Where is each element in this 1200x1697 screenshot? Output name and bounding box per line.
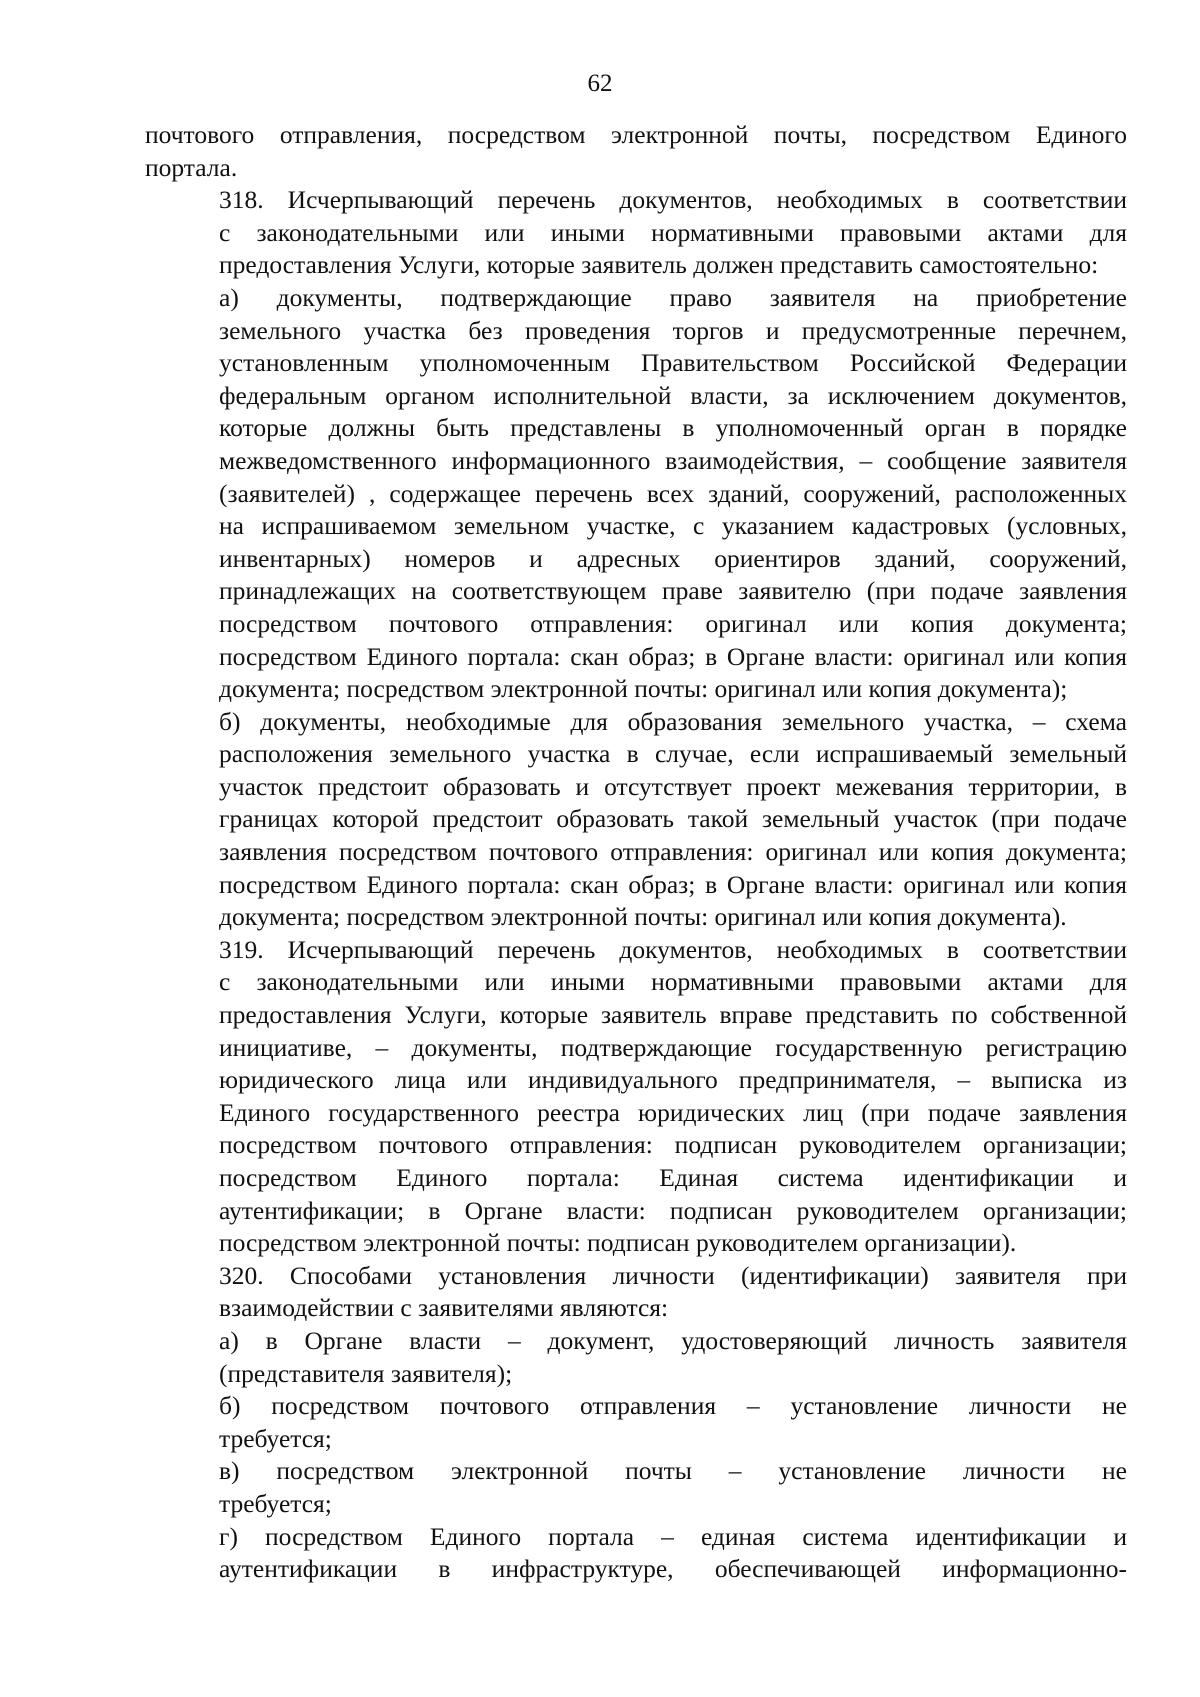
text-line: посредством Единого портала: скан образ; в Органе власти: оригинал или копия <box>219 641 1127 671</box>
text-line: 319. Исчерпывающий перечень документов, необходимых в соответствии <box>219 934 1127 964</box>
text-line: 320. Способами установления личности (идентификации) заявителя при <box>219 1260 1127 1290</box>
text-line: б) документы, необходимые для образования земельного участка, – схема <box>219 706 1127 736</box>
text-line: (представителя заявителя); <box>219 1358 513 1388</box>
text-line: почтового отправления, посредством электронной почты, посредством Единого <box>145 120 1127 149</box>
text-line: аутентификации; в Органе власти: подписан руководителем организации; <box>219 1195 1127 1225</box>
text-line: которые должны быть представлены в уполномоченный орган в порядке <box>219 413 1127 443</box>
text-line: документа; посредством электронной почты: оригинал или копия документа). <box>219 902 1067 932</box>
text-line: портала. <box>145 152 238 182</box>
text-line: границах которой предстоит образовать такой земельный участок (при подаче <box>219 804 1127 834</box>
paragraph <box>145 1325 1127 1390</box>
text-line: 318. Исчерпывающий перечень документов, необходимых в соответствии <box>219 185 1127 215</box>
text-line: инициативе, – документы, подтверждающие государственную регистрацию <box>219 1032 1127 1062</box>
text-line: принадлежащих на соответствующем праве заявителю (при подаче заявления <box>219 576 1127 606</box>
text-line: аутентификации в инфраструктуре, обеспечивающей информационно- <box>219 1554 1127 1584</box>
paragraph <box>145 934 1127 1260</box>
text-line: посредством Единого портала: Единая система идентификации и <box>219 1163 1127 1192</box>
text-line: г) посредством Единого портала – единая система идентификации и <box>219 1521 1127 1551</box>
text-line: межведомственного информационного взаимодействия, – сообщение заявителя <box>219 445 1127 475</box>
paragraph <box>145 706 1127 934</box>
text-line: предоставления Услуги, которые заявитель вправе представить по собственной <box>219 1000 1127 1030</box>
text-line: установленным уполномоченным Правительством Российской Федерации <box>219 348 1127 378</box>
text-line: посредством почтового отправления: подписан руководителем организации; <box>219 1130 1127 1160</box>
text-line: требуется; <box>219 1423 332 1453</box>
text-line: посредством электронной почты: подписан руководителем организации). <box>219 1228 1017 1258</box>
text-line: а) в Органе власти – документ, удостоверяющий личность заявителя <box>219 1325 1127 1355</box>
paragraph <box>145 282 1127 706</box>
text-line: посредством Единого портала: скан образ; в Органе власти: оригинал или копия <box>219 869 1127 899</box>
text-line: заявления посредством почтового отправления: оригинал или копия документа; <box>219 837 1127 867</box>
text-line: Единого государственного реестра юридических лиц (при подаче заявления <box>219 1097 1127 1127</box>
paragraph <box>145 1260 1127 1325</box>
text-line: земельного участка без проведения торгов и предусмотренные перечнем, <box>219 315 1127 345</box>
text-line: с законодательными или иными нормативными правовыми актами для <box>219 967 1127 997</box>
text-line: федеральным органом исполнительной власти, за исключением документов, <box>219 380 1127 410</box>
paragraph <box>145 1390 1127 1455</box>
paragraph <box>145 184 1127 282</box>
paragraph <box>145 1455 1127 1520</box>
text-line: юридического лица или индивидуального предпринимателя, – выписка из <box>219 1065 1127 1095</box>
document-body <box>145 119 1127 1586</box>
paragraph <box>145 119 1127 184</box>
page-number: 62 <box>587 70 613 97</box>
text-line: предоставления Услуги, которые заявитель должен представить самостоятельно: <box>219 250 1099 280</box>
text-line: документа; посредством электронной почты: оригинал или копия документа); <box>219 674 1068 704</box>
text-line: расположения земельного участка в случае, если испрашиваемый земельный <box>219 739 1127 769</box>
text-line: в) посредством электронной почты – установление личности не <box>219 1456 1127 1486</box>
text-line: требуется; <box>219 1488 332 1518</box>
text-line: а) документы, подтверждающие право заявителя на приобретение <box>219 282 1127 312</box>
text-line: инвентарных) номеров и адресных ориентиров зданий, сооружений, <box>219 543 1127 573</box>
text-line: (заявителей) , содержащее перечень всех зданий, сооружений, расположенных <box>219 478 1127 508</box>
text-line: взаимодействии с заявителями являются: <box>219 1293 669 1323</box>
text-line: с законодательными или иными нормативными правовыми актами для <box>219 217 1127 247</box>
text-line: на испрашиваемом земельном участке, с указанием кадастровых (условных, <box>219 511 1127 541</box>
paragraph <box>145 1521 1127 1586</box>
text-line: б) посредством почтового отправления – установление личности не <box>219 1391 1127 1421</box>
text-line: участок предстоит образовать и отсутствует проект межевания территории, в <box>219 771 1127 801</box>
text-line: посредством почтового отправления: оригинал или копия документа; <box>219 608 1127 638</box>
